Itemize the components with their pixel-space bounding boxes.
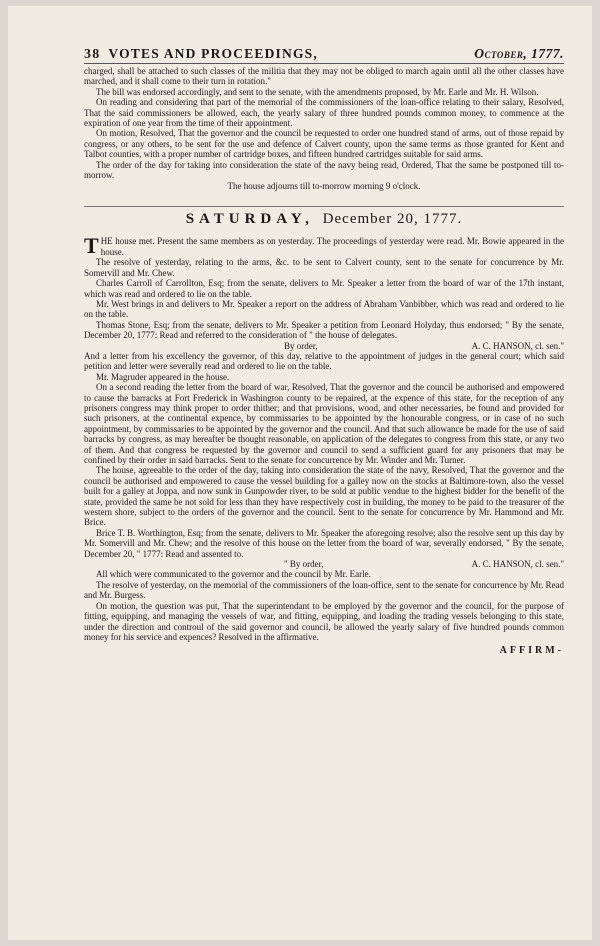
adjourn-line: The house adjourns till to-morrow morning 9 o'clock. bbox=[227, 181, 421, 192]
signatory: A. C. HANSON, cl. sen." bbox=[471, 340, 564, 351]
running-head bbox=[84, 46, 564, 64]
day-heading bbox=[84, 206, 564, 228]
paragraph: On reading and considering that part of the memorial of the commissioners of the loan-office relating to their salary, Resolved, That the said commissioners be allowed, each, the yearly salary of three hundred pounds common money, to commence at the expiration of one year from the time of their appointment. bbox=[84, 97, 564, 129]
paragraph: charged, shall be attached to such classes of the militia that they may not be obliged to march again until all the other classes have marched, and it shall come to their turn in rotation." bbox=[84, 66, 564, 87]
paragraph: The bill was endorsed accordingly, and sent to the senate, with the amendments proposed, by Mr. Earle and Mr. H. Wilson. bbox=[96, 86, 539, 97]
paragraph: Charles Carroll of Carrollton, Esq; from the senate, delivers to Mr. Speaker a letter from the board of war of the 17th instant, which was read and ordered to lie on the table. bbox=[84, 278, 564, 299]
paragraph: Brice T. B. Worthington, Esq; from the senate, delivers to Mr. Speaker the aforegoing resolve; also the resolve sent up this day by Mr. Somervill and Mr. Chew; and the resolve of this house on the letter from the board of war, severally endorsed, " By the senate, December 20, " 1777: Read and assented to. bbox=[84, 527, 564, 559]
paragraph: The resolve of yesterday, relating to the arms, &c. to be sent to Calvert county, sent to the senate for concurrence by Mr. Somervill and Mr. Chew. bbox=[84, 257, 564, 278]
by-order: By order, bbox=[284, 340, 318, 351]
signature-line bbox=[84, 341, 564, 351]
opening-paragraph bbox=[84, 233, 564, 259]
paragraph: On motion, Resolved, That the governor and the council be requested to order one hundred stand of arms, out of those repaid by congress, or any others, to be sent for the use and defence of Calvert county, upon the same terms as those granted for Kent and Talbot counties, with a proper number of cartridge boxes, and fifteen hundred cartridges suitable for said arms. bbox=[84, 128, 564, 160]
paragraph: Mr. West brings in and delivers to Mr. Speaker a report on the address of Abraham Vanbibber, which was read and ordered to lie on the table. bbox=[84, 298, 564, 320]
paragraph: The house, agreeable to the order of the day, taking into consideration the state of the navy, Resolved, That the governor and the council be authorised and empowered to cause the vessel building for a galley now on the stocks at Baltimore-town, also the vessel built for a galley at Joppa, and now sunk in Gunpowder river, to be sold at public vendue to the highest bidder for the benefit of the state, provided the same be not sold for less than they have respectively cost in building, the money to be paid to the treasurer of the western shore, subject to the orders of the governor and the council. Sent to the senate for concurrence by Mr. Hammond and Mr. Brice. bbox=[84, 465, 564, 528]
signature-line bbox=[84, 559, 564, 569]
paragraph: Thomas Stone, Esq; from the senate, delivers to Mr. Speaker a petition from Leonard Holyday, thus endorsed; " By the senate, December 20, 1777: Read and referred to the consideration of " the house of delegates. bbox=[84, 319, 564, 341]
paragraph: On a second reading the letter from the board of war, Resolved, That the governor and the council be authorised and empowered to cause the barracks at Fort Frederick in Washington county to be repaired, at the expence of this state, for the reception of any prisoners congress may think proper to order thither; and that provisions, wood, and other necessaries, be found and provided for such prisoners, at the continental expence, by commissaries to be appointed by the honourable congress, or in case of no such appointment, by commissaries to be appointed by the governor and the council. And that such allowance be made for the use of said barracks by congress, as may hereafter be thought reasonable, on application of the delegates to congress from this state, or any two of them. And that congress be requested by the governor and council to send a sufficient guard for any prisoners that may be confined by their order in said barracks. Sent to the senate for concurrence by Mr. Winder and Mr. Turner. bbox=[84, 382, 564, 465]
running-date: October, 1777. bbox=[474, 46, 564, 61]
document-page bbox=[8, 6, 592, 940]
by-order: " By order, bbox=[284, 559, 324, 570]
day-name: SATURDAY, bbox=[185, 211, 314, 228]
page-number: 38 bbox=[84, 47, 101, 62]
catchword: AFFIRM- bbox=[499, 645, 564, 657]
running-title: VOTES AND PROCEEDINGS, bbox=[108, 46, 318, 61]
day-date: December 20, 1777. bbox=[322, 211, 463, 228]
signatory: A. C. HANSON, cl. sen." bbox=[471, 559, 564, 570]
opening-text: HE house met. Present the same members as on yesterday. The proceedings of yesterday were read. Mr. Bowie appeared in the house. bbox=[100, 236, 564, 257]
paragraph: All which were communicated to the governor and the council by Mr. Earle. bbox=[96, 569, 371, 580]
drop-cap: T bbox=[84, 233, 99, 259]
paragraph: On motion, the question was put, That the superintendant to be employed by the governor and the council, for the purpose of fitting, equipping, and managing the vessels of war, and fitting, equipping, and loading the trading vessels belonging to this state, under the direction and controul of the said governor and council, be allowed the yearly salary of five hundred pounds common money for his service and expences? Resolved in the affirmative. bbox=[84, 600, 564, 642]
paragraph: Mr. Magruder appeared in the house. bbox=[96, 371, 230, 382]
paragraph: And a letter from his excellency the governor, of this day, relative to the appointment of judges in the general court; which said petition and letter were severally read and ordered to lie on the table. bbox=[84, 350, 564, 372]
paragraph: The resolve of yesterday, on the memorial of the commissioners of the loan-office, sent to the senate for concurrence by Mr. Read and Mr. Burgess. bbox=[84, 579, 564, 601]
paragraph: The order of the day for taking into consideration the state of the navy being read, Ordered, That the same be postponed till to-morrow. bbox=[84, 159, 564, 181]
